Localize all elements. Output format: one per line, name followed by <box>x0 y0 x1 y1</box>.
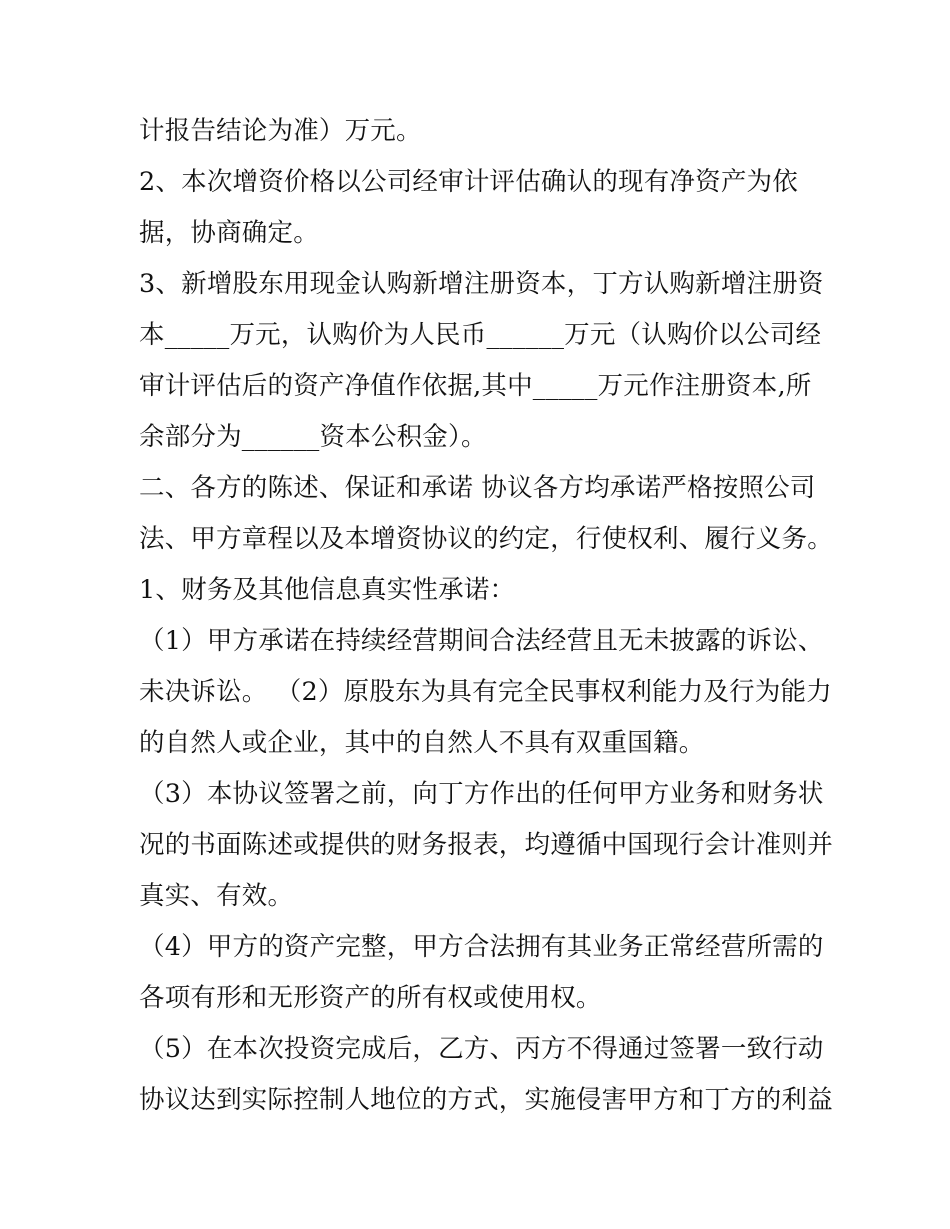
text-line: 法、甲方章程以及本增资协议的约定，行使权利、履行义务。 <box>139 524 833 554</box>
text-line: 3、新增股东用现金认购新增注册资本，丁方认购新增注册资 <box>139 269 824 299</box>
text-line: 余部分为______资本公积金）。 <box>139 422 487 452</box>
agreement-text <box>139 106 833 1126</box>
text-line: （3）本协议签署之前，向丁方作出的任何甲方业务和财务状 <box>139 779 824 809</box>
text-line: （5）在本次投资完成后，乙方、丙方不得通过签署一致行动 <box>139 1034 824 1064</box>
text-line: 况的书面陈述或提供的财务报表，均遵循中国现行会计准则并 <box>139 830 833 860</box>
text-line: 2、本次增资价格以公司经审计评估确认的现有净资产为依 <box>139 167 798 197</box>
text-line: 1、财务及其他信息真实性承诺： <box>139 575 516 605</box>
text-line: 的自然人或企业，其中的自然人不具有双重国籍。 <box>139 728 705 758</box>
text-line: （1）甲方承诺在持续经营期间合法经营且无未披露的诉讼、 <box>139 626 824 656</box>
text-line: 据，协商确定。 <box>139 218 319 248</box>
text-line: 各项有形和无形资产的所有权或使用权。 <box>139 983 602 1013</box>
text-line: 真实、有效。 <box>139 881 294 911</box>
text-line: 计报告结论为准）万元。 <box>139 116 422 146</box>
text-line: 二、各方的陈述、保证和承诺 协议各方均承诺严格按照公司 <box>139 473 816 503</box>
text-line: 审计评估后的资产净值作依据,其中_____万元作注册资本,所 <box>139 371 812 401</box>
text-line: （4）甲方的资产完整，甲方合法拥有其业务正常经营所需的 <box>139 932 824 962</box>
text-line: 本_____万元，认购价为人民币______万元（认购价以公司经 <box>139 320 822 350</box>
text-line: 协议达到实际控制人地位的方式，实施侵害甲方和丁方的利益 <box>139 1085 833 1115</box>
text-line: 未决诉讼。 （2）原股东为具有完全民事权利能力及行为能力 <box>139 677 832 707</box>
